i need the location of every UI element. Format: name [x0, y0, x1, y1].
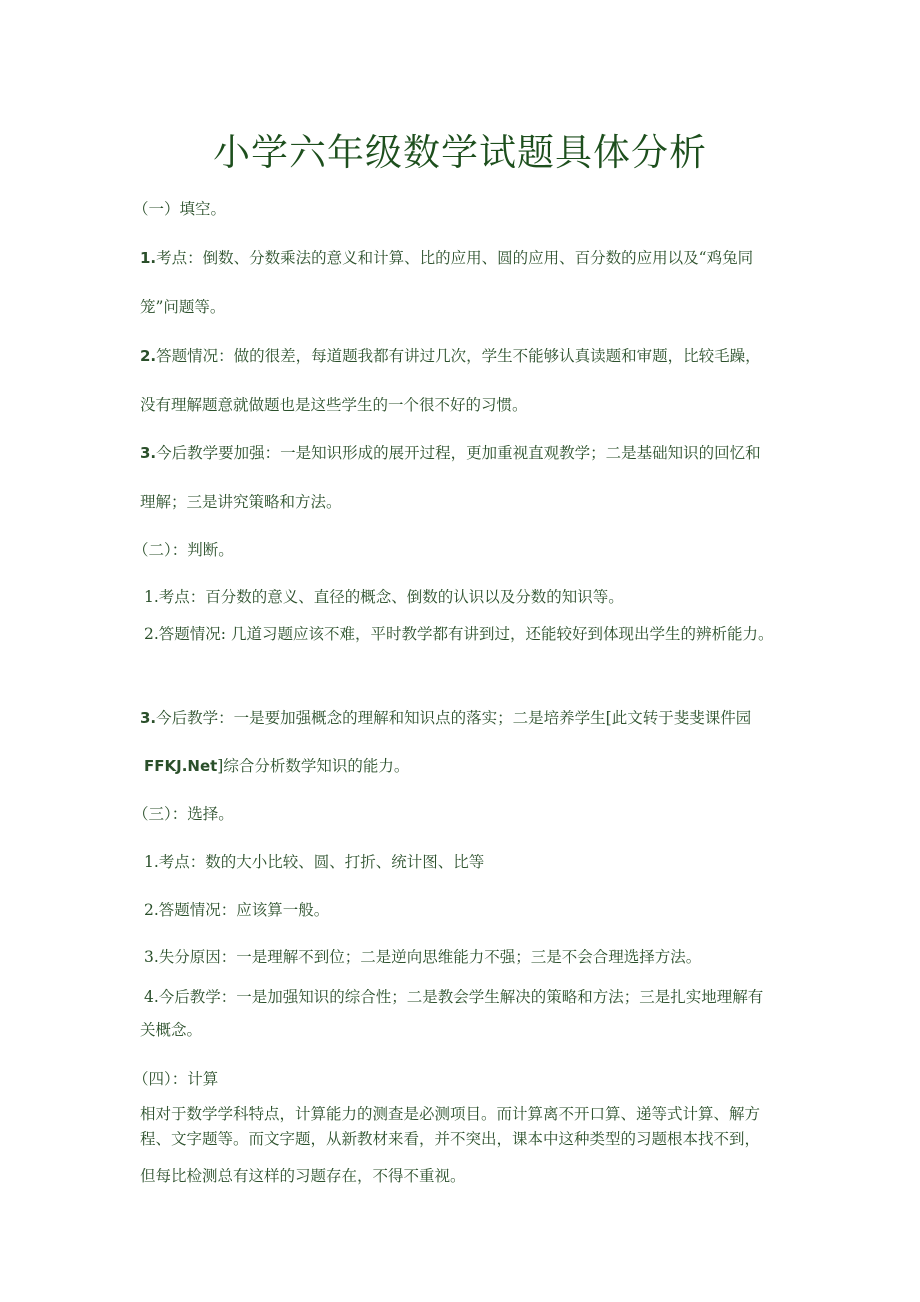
text-line	[144, 850, 484, 872]
line-text: 笼”问题等。	[140, 298, 226, 316]
line-number: FFKJ.Net	[144, 757, 218, 775]
line-text: 2.答题情况：应该算一般。	[144, 901, 330, 919]
line-number: 1.	[140, 249, 157, 267]
text-line	[140, 1127, 760, 1149]
line-text: 今后教学要加强：一是知识形成的展开过程，更加重视直观教学；二是基础知识的回忆和	[156, 444, 761, 462]
line-text: 但每比检测总有这样的习题存在，不得不重视。	[140, 1167, 466, 1185]
text-line	[140, 490, 342, 512]
line-text: 4.今后教学：一是加强知识的综合性；二是教会学生解决的策略和方法；三是扎实地理解有	[144, 988, 764, 1006]
text-line	[140, 706, 751, 728]
line-text: 答题情况：做的很差，每道题我都有讲过几次，学生不能够认真读题和审题，比较毛躁，	[156, 347, 761, 365]
line-number: 2.	[140, 347, 157, 365]
text-line	[144, 622, 773, 644]
section-heading	[133, 197, 226, 219]
text-line	[144, 985, 763, 1007]
line-text: 没有理解题意就做题也是这些学生的一个很不好的习惯。	[140, 396, 528, 414]
text-line	[144, 754, 409, 776]
line-text: 相对于数学学科特点，计算能力的测查是必测项目。而计算离不开口算、递等式计算、解方	[140, 1105, 761, 1123]
text-line	[140, 441, 761, 463]
page-title: 小学六年级数学试题具体分析	[213, 131, 707, 174]
line-text: （一）填空。	[133, 200, 227, 218]
line-text: 关概念。	[140, 1021, 203, 1039]
text-line	[144, 945, 701, 967]
text-line	[140, 1018, 202, 1040]
text-line	[144, 585, 624, 607]
line-text: 程、文字题等。而文字题，从新教材来看，并不突出，课本中这种类型的习题根本找不到，	[140, 1130, 761, 1148]
line-text: ]综合分析数学知识的能力。	[217, 757, 410, 775]
section-heading	[133, 1067, 218, 1089]
section-heading	[133, 802, 234, 824]
line-text: 考点：倒数、分数乘法的意义和计算、比的应用、圆的应用、百分数的应用以及“鸡兔同	[156, 249, 754, 267]
text-line	[140, 1164, 466, 1186]
text-line	[144, 898, 329, 920]
line-text: 今后教学：一是要加强概念的理解和知识点的落实；二是培养学生[此文转于斐斐课件园	[156, 709, 752, 727]
line-text: 1.考点：数的大小比较、圆、打折、统计图、比等	[144, 853, 485, 871]
line-text: 2.答题情况: 几道习题应该不难，平时教学都有讲到过，还能较好到体现出学生的辨析能力。	[144, 625, 774, 643]
section-heading	[133, 538, 234, 560]
line-text: （三）：选择。	[133, 805, 234, 823]
line-text: （四）：计算	[133, 1070, 219, 1088]
text-line	[140, 295, 225, 317]
line-text: 理解；三是讲究策略和方法。	[140, 493, 342, 511]
line-text: 1.考点：百分数的意义、直径的概念、倒数的认识以及分数的知识等。	[144, 588, 624, 606]
text-line	[140, 246, 753, 268]
line-number: 3.	[140, 444, 157, 462]
text-line	[140, 393, 528, 415]
line-text: 3.失分原因：一是理解不到位；二是逆向思维能力不强；三是不会合理选择方法。	[144, 948, 702, 966]
text-line	[140, 1102, 760, 1124]
line-text: （二）：判断。	[133, 541, 234, 559]
text-line	[140, 344, 761, 366]
line-number: 3.	[140, 709, 157, 727]
